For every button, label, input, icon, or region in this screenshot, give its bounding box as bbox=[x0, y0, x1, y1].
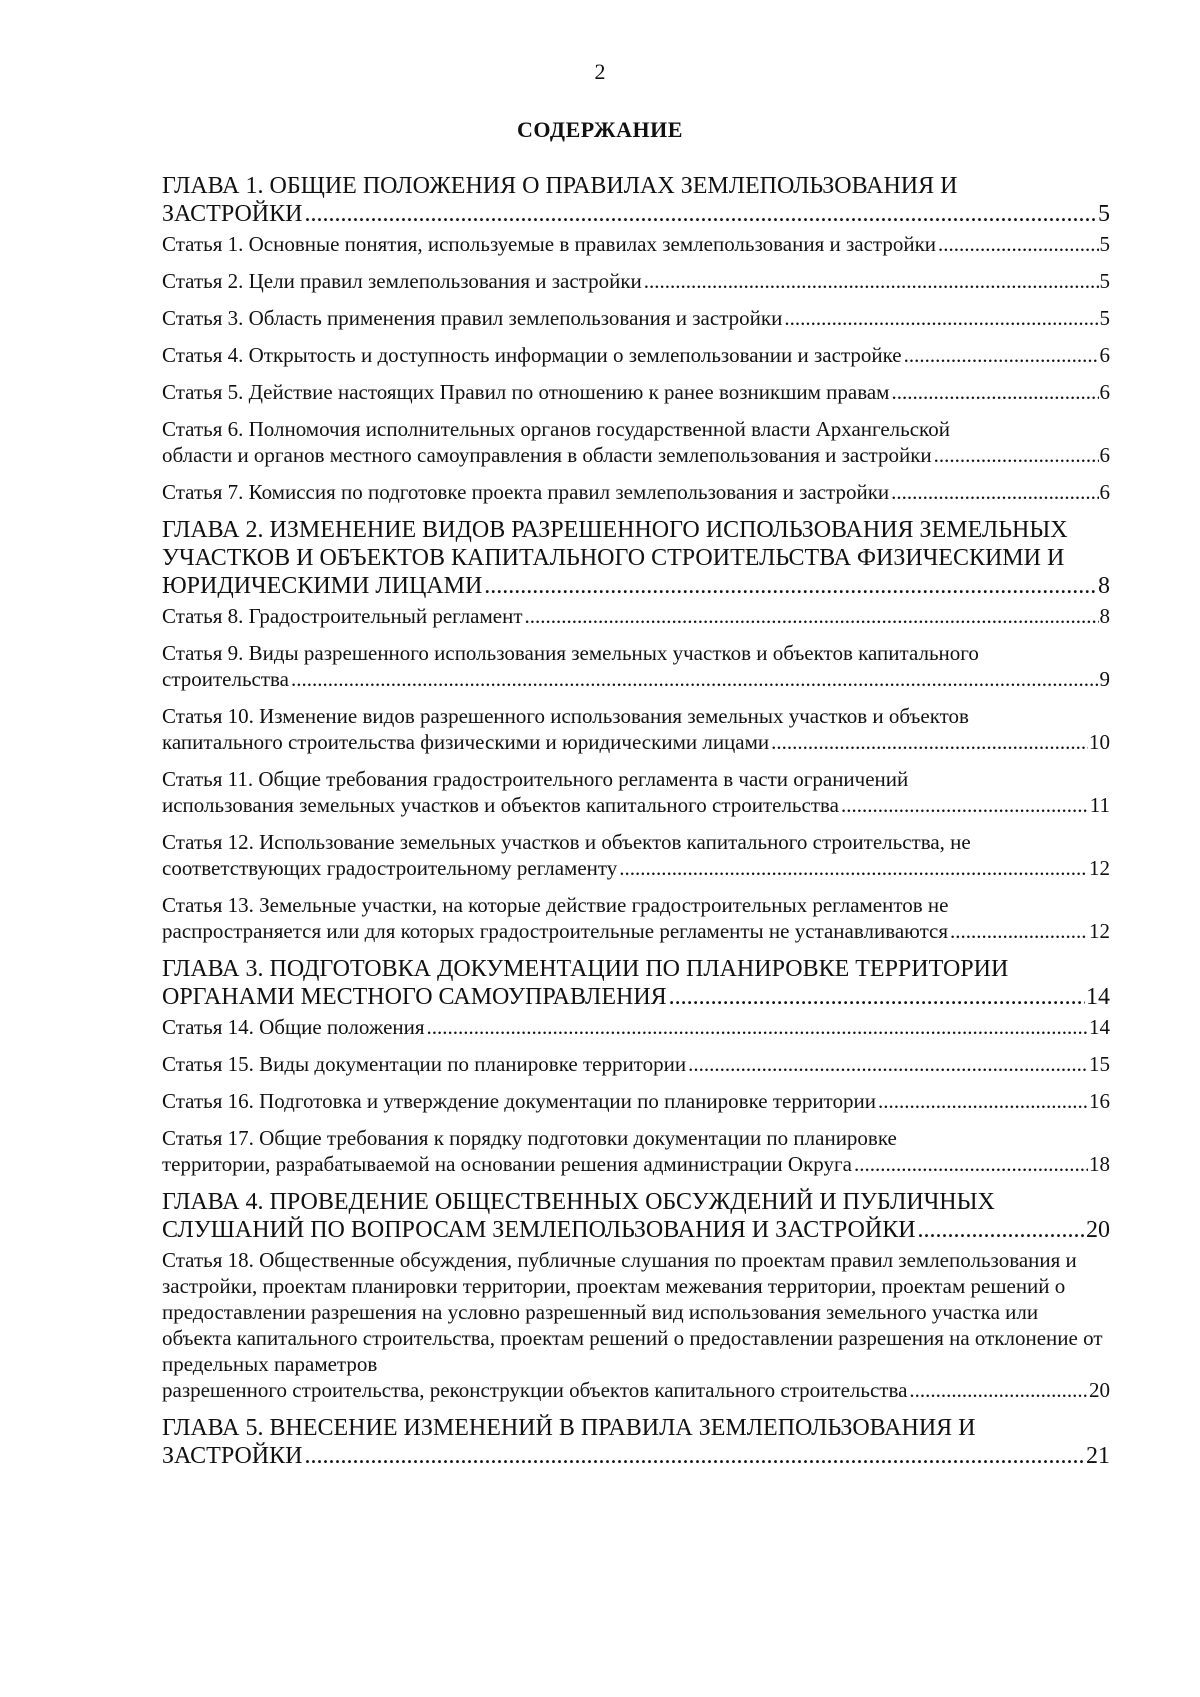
toc-entry-line bbox=[162, 572, 1110, 600]
toc-chapter-entry[interactable] bbox=[162, 1188, 1110, 1244]
toc-article-entry[interactable] bbox=[162, 603, 1110, 629]
toc-article-entry[interactable] bbox=[162, 829, 1110, 881]
toc-page-number: 6 bbox=[1099, 480, 1110, 504]
dot-leader bbox=[918, 1216, 1085, 1244]
toc-entry-line bbox=[162, 342, 1110, 368]
dot-leader bbox=[904, 342, 1099, 368]
toc-entry-title-lead: ГЛАВА 2. ИЗМЕНЕНИЕ ВИДОВ РАЗРЕШЕННОГО ИСПОЛЬЗОВАНИЯ ЗЕМЕЛЬНЫХ УЧАСТКОВ И ОБЪЕКТОВ КАПИТАЛЬНОГО СТРОИТЕЛЬСТВА ФИЗИЧЕСКИМИ И bbox=[162, 517, 1068, 571]
toc-entry-title: Статья 15. Виды документации по планировке территории bbox=[162, 1052, 687, 1076]
toc-article-entry[interactable] bbox=[162, 1247, 1110, 1403]
toc-article-entry[interactable] bbox=[162, 766, 1110, 818]
toc-entry-title: Статья 5. Действие настоящих Правил по отношению к ранее возникшим правам bbox=[162, 380, 890, 404]
dot-leader bbox=[909, 1377, 1088, 1403]
toc-article-entry[interactable] bbox=[162, 479, 1110, 505]
toc-entry-title: области и органов местного самоуправления в области землепользования и застройки bbox=[162, 443, 932, 467]
toc-entry-title: капитального строительства физическими и юридическими лицами bbox=[162, 730, 770, 754]
toc-entry-title: использования земельных участков и объектов капитального строительства bbox=[162, 793, 839, 817]
dot-leader bbox=[484, 572, 1097, 600]
toc-article-entry[interactable] bbox=[162, 305, 1110, 331]
toc-entry-line bbox=[162, 268, 1110, 294]
dot-leader bbox=[854, 1151, 1088, 1177]
toc-entry-line bbox=[162, 1088, 1110, 1114]
toc-entry-title-lead: Статья 12. Использование земельных участков и объектов капитального строительства, не bbox=[162, 830, 971, 854]
dot-leader bbox=[784, 305, 1098, 331]
toc-entry-line bbox=[162, 1442, 1110, 1470]
toc-chapter-entry[interactable] bbox=[162, 1414, 1110, 1470]
dot-leader bbox=[427, 1014, 1088, 1040]
toc-article-entry[interactable] bbox=[162, 379, 1110, 405]
toc-entry-title: ЮРИДИЧЕСКИМИ ЛИЦАМИ bbox=[162, 573, 483, 599]
toc-entry-line bbox=[162, 479, 1110, 505]
toc-page-number: 14 bbox=[1086, 984, 1110, 1010]
toc-entry-title-lead: Статья 11. Общие требования градостроительного регламента в части ограничений bbox=[162, 767, 909, 791]
toc-page-number: 8 bbox=[1098, 573, 1110, 599]
table-of-contents bbox=[162, 172, 1110, 1473]
dot-leader bbox=[619, 855, 1088, 881]
toc-entry-title: ЗАСТРОЙКИ bbox=[162, 201, 303, 227]
toc-page-number: 10 bbox=[1089, 730, 1110, 754]
toc-entry-title: ОРГАНАМИ МЕСТНОГО САМОУПРАВЛЕНИЯ bbox=[162, 984, 667, 1010]
toc-article-entry[interactable] bbox=[162, 342, 1110, 368]
toc-entry-line bbox=[162, 1377, 1110, 1403]
toc-page-number: 11 bbox=[1089, 793, 1110, 817]
toc-page-number: 6 bbox=[1099, 343, 1110, 367]
toc-page-number: 8 bbox=[1099, 604, 1110, 628]
toc-entry-line bbox=[162, 792, 1110, 818]
toc-page-number: 21 bbox=[1086, 1443, 1110, 1469]
toc-page-number: 5 bbox=[1099, 232, 1110, 256]
toc-entry-title-lead: Статья 9. Виды разрешенного использования земельных участков и объектов капитального bbox=[162, 641, 979, 665]
dot-leader bbox=[304, 1442, 1085, 1470]
toc-entry-line bbox=[162, 983, 1110, 1011]
dot-leader bbox=[525, 603, 1099, 629]
toc-page-number: 5 bbox=[1099, 306, 1110, 330]
dot-leader bbox=[688, 1051, 1088, 1077]
toc-entry-title: ЗАСТРОЙКИ bbox=[162, 1443, 303, 1469]
toc-entry-title: Статья 14. Общие положения bbox=[162, 1015, 425, 1039]
toc-chapter-entry[interactable] bbox=[162, 172, 1110, 228]
dot-leader bbox=[304, 200, 1097, 228]
dot-leader bbox=[841, 792, 1089, 818]
toc-entry-title-lead: ГЛАВА 3. ПОДГОТОВКА ДОКУМЕНТАЦИИ ПО ПЛАНИРОВКЕ ТЕРРИТОРИИ bbox=[162, 956, 1009, 982]
toc-entry-title: распространяется или для которых градостроительные регламенты не устанавливаются bbox=[162, 919, 949, 943]
toc-entry-line bbox=[162, 200, 1110, 228]
toc-entry-line bbox=[162, 666, 1110, 692]
toc-entry-line bbox=[162, 918, 1110, 944]
toc-article-entry[interactable] bbox=[162, 1014, 1110, 1040]
toc-page-number: 12 bbox=[1089, 856, 1110, 880]
toc-entry-title: Статья 4. Открытость и доступность информации о землепользовании и застройке bbox=[162, 343, 902, 367]
toc-entry-title: Статья 3. Область применения правил землепользования и застройки bbox=[162, 306, 783, 330]
toc-entry-line bbox=[162, 379, 1110, 405]
toc-entry-title-lead: Статья 13. Земельные участки, на которые действие градостроительных регламентов не bbox=[162, 893, 949, 917]
toc-entry-title: Статья 7. Комиссия по подготовке проекта правил землепользования и застройки bbox=[162, 480, 890, 504]
toc-page-number: 9 bbox=[1099, 667, 1110, 691]
toc-article-entry[interactable] bbox=[162, 640, 1110, 692]
toc-page-number: 14 bbox=[1089, 1015, 1110, 1039]
toc-entry-line bbox=[162, 729, 1110, 755]
toc-entry-line bbox=[162, 1216, 1110, 1244]
toc-page-number: 5 bbox=[1098, 201, 1110, 227]
toc-entry-title-lead: ГЛАВА 4. ПРОВЕДЕНИЕ ОБЩЕСТВЕННЫХ ОБСУЖДЕНИЙ И ПУБЛИЧНЫХ bbox=[162, 1189, 995, 1215]
toc-entry-line bbox=[162, 305, 1110, 331]
toc-page-number: 16 bbox=[1089, 1089, 1110, 1113]
toc-page-number: 18 bbox=[1089, 1152, 1110, 1176]
dot-leader bbox=[644, 268, 1099, 294]
toc-entry-line bbox=[162, 231, 1110, 257]
toc-entry-line bbox=[162, 855, 1110, 881]
dot-leader bbox=[891, 479, 1098, 505]
toc-entry-title-lead: Статья 6. Полномочия исполнительных органов государственной власти Архангельской bbox=[162, 417, 950, 441]
toc-entry-title: Статья 1. Основные понятия, используемые в правилах землепользования и застройки bbox=[162, 232, 937, 256]
toc-entry-title: Статья 2. Цели правил землепользования и застройки bbox=[162, 269, 642, 293]
toc-entry-title: разрешенного строительства, реконструкции объектов капитального строительства bbox=[162, 1378, 908, 1402]
dot-leader bbox=[891, 379, 1098, 405]
toc-entry-line bbox=[162, 1151, 1110, 1177]
toc-entry-title: соответствующих градостроительному регламенту bbox=[162, 856, 618, 880]
toc-entry-title-lead: ГЛАВА 1. ОБЩИЕ ПОЛОЖЕНИЯ О ПРАВИЛАХ ЗЕМЛЕПОЛЬЗОВАНИЯ И bbox=[162, 173, 958, 199]
toc-entry-line bbox=[162, 1051, 1110, 1077]
toc-page-number: 5 bbox=[1099, 269, 1110, 293]
toc-entry-title-lead: Статья 10. Изменение видов разрешенного использования земельных участков и объектов bbox=[162, 704, 969, 728]
dot-leader bbox=[771, 729, 1088, 755]
toc-chapter-entry[interactable] bbox=[162, 955, 1110, 1011]
toc-article-entry[interactable] bbox=[162, 1125, 1110, 1177]
toc-title: СОДЕРЖАНИЕ bbox=[517, 117, 683, 142]
toc-entry-title-lead: Статья 17. Общие требования к порядку подготовки документации по планировке bbox=[162, 1126, 897, 1150]
toc-article-entry[interactable] bbox=[162, 416, 1110, 468]
toc-entry-title-lead: ГЛАВА 5. ВНЕСЕНИЕ ИЗМЕНЕНИЙ В ПРАВИЛА ЗЕМЛЕПОЛЬЗОВАНИЯ И bbox=[162, 1415, 976, 1441]
dot-leader bbox=[950, 918, 1088, 944]
toc-article-entry[interactable] bbox=[162, 231, 1110, 257]
page-number: 2 bbox=[594, 59, 606, 84]
toc-page-number: 15 bbox=[1089, 1052, 1110, 1076]
toc-entry-title: строительства bbox=[162, 667, 290, 691]
toc-article-entry[interactable] bbox=[162, 703, 1110, 755]
toc-entry-line bbox=[162, 442, 1110, 468]
dot-leader bbox=[669, 983, 1085, 1011]
toc-entry-title: Статья 16. Подготовка и утверждение документации по планировке территории bbox=[162, 1089, 876, 1113]
toc-article-entry[interactable] bbox=[162, 1088, 1110, 1114]
dot-leader bbox=[938, 231, 1098, 257]
toc-article-entry[interactable] bbox=[162, 1051, 1110, 1077]
toc-entry-title-lead: Статья 18. Общественные обсуждения, публичные слушания по проектам правил землепользования и застройки, проектам планировки территории, проектам межевания территории, проектам решений о предоставлении разрешения на условно разрешенный вид использования земельного участка или объекта капитального строительства, проектам решений о предоставлении разрешения на отклонение от предельных параметров bbox=[162, 1248, 1103, 1376]
toc-article-entry[interactable] bbox=[162, 892, 1110, 944]
toc-page-number: 6 bbox=[1099, 380, 1110, 404]
toc-page-number: 20 bbox=[1089, 1378, 1110, 1402]
toc-entry-line bbox=[162, 603, 1110, 629]
toc-entry-title: Статья 8. Градостроительный регламент bbox=[162, 604, 523, 628]
dot-leader bbox=[878, 1088, 1088, 1114]
toc-entry-title: территории, разрабатываемой на основании решения администрации Округа bbox=[162, 1152, 852, 1176]
dot-leader bbox=[934, 442, 1099, 468]
toc-page-number: 6 bbox=[1099, 443, 1110, 467]
dot-leader bbox=[291, 666, 1098, 692]
toc-page-number: 12 bbox=[1089, 919, 1110, 943]
toc-chapter-entry[interactable] bbox=[162, 516, 1110, 600]
toc-article-entry[interactable] bbox=[162, 268, 1110, 294]
toc-entry-title: СЛУШАНИЙ ПО ВОПРОСАМ ЗЕМЛЕПОЛЬЗОВАНИЯ И ЗАСТРОЙКИ bbox=[162, 1217, 916, 1243]
toc-entry-line bbox=[162, 1014, 1110, 1040]
toc-page-number: 20 bbox=[1086, 1217, 1110, 1243]
